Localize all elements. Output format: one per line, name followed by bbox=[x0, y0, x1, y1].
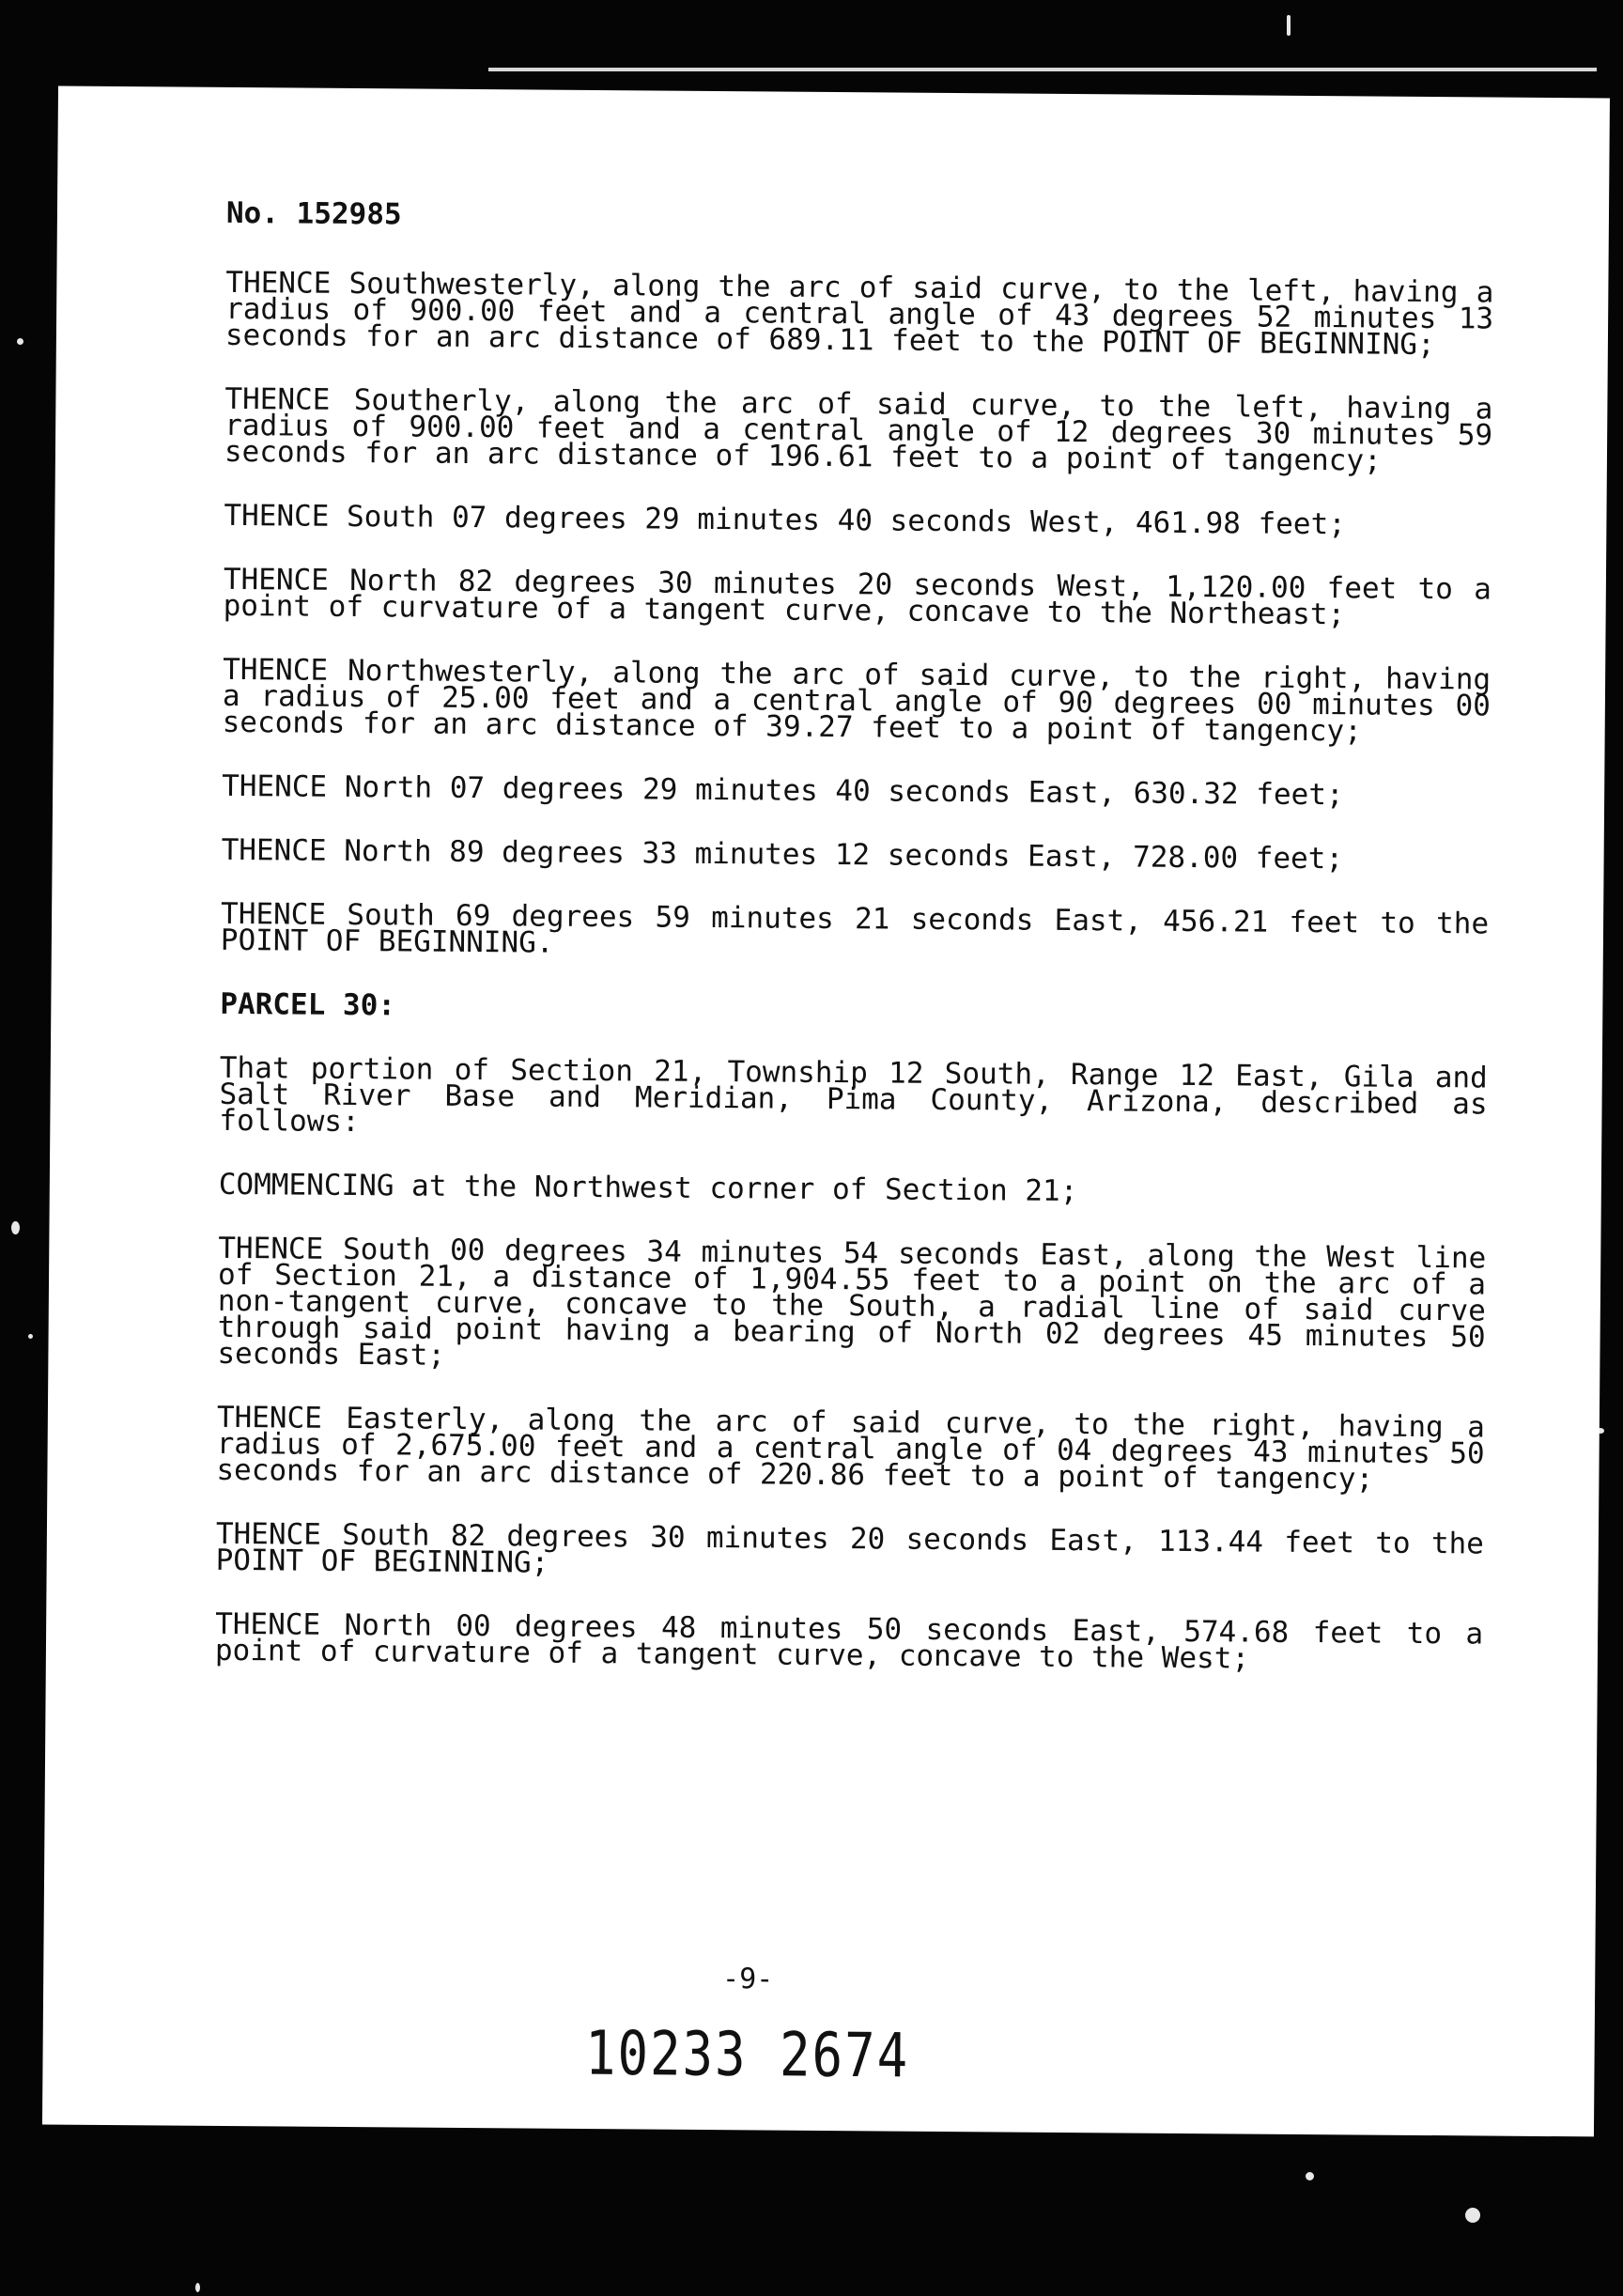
document-page bbox=[42, 86, 1610, 2137]
section-heading: PARCEL 30: bbox=[220, 986, 396, 1023]
scan-speck bbox=[1287, 15, 1291, 36]
paragraph: THENCE North 82 degrees 30 minutes 20 seconds West, 1,120.00 feet to a point of curvature of a tangent curve, concave to the Northeast; bbox=[223, 562, 1492, 632]
scan-speck bbox=[28, 1334, 33, 1339]
paragraph: THENCE South 69 degrees 59 minutes 21 seconds East, 456.21 feet to the POINT OF BEGINNING. bbox=[220, 896, 1490, 960]
scan-speck bbox=[17, 338, 23, 345]
paragraph: THENCE South 00 degrees 34 minutes 54 seconds East, along the West line of Section 21, a distance of 1,904.55 feet to a point on the arc of a non-tangent curve, concave to the South, a radial line of said curve through said point having a bearing of North 02 degrees 45 minutes 50 seconds East; bbox=[217, 1231, 1487, 1373]
paragraph: That portion of Section 21, Township 12 South, Range 12 East, Gila and Salt River Base and Meridian, Pima County, Arizona, described as follows: bbox=[219, 1050, 1488, 1140]
scan-speck bbox=[195, 2283, 200, 2292]
paragraph: THENCE North 89 degrees 33 minutes 12 seconds East, 728.00 feet; bbox=[221, 832, 1344, 877]
page-number: -9- bbox=[721, 1962, 774, 1996]
paragraph: THENCE South 82 degrees 30 minutes 20 seconds East, 113.44 feet to the POINT OF BEGINNING; bbox=[215, 1516, 1485, 1580]
paragraph: THENCE South 07 degrees 29 minutes 40 seconds West, 461.98 feet; bbox=[224, 498, 1347, 542]
paragraph: THENCE Southerly, along the arc of said curve, to the left, having a radius of 900.00 feet and a central angle of 12 degrees 30 minutes 59 seconds for an arc distance of 196.61 feet to a point of tangency; bbox=[224, 381, 1493, 478]
top-border-line bbox=[488, 68, 1597, 71]
document-number: No. 152985 bbox=[225, 195, 402, 232]
paragraph: COMMENCING at the Northwest corner of Section 21; bbox=[218, 1167, 1078, 1209]
paragraph: THENCE Easterly, along the arc of said curve, to the right, having a radius of 2,675.00 feet and a central angle of 04 degrees 43 minutes 50 seconds for an arc distance of 220.86 feet to a point of tangency; bbox=[216, 1400, 1485, 1497]
scan-speck bbox=[1465, 2208, 1480, 2223]
document-body bbox=[214, 195, 1495, 1712]
scan-speck bbox=[1306, 2172, 1314, 2180]
document-stamp-number: 10233 2674 bbox=[584, 2017, 910, 2091]
paragraph: THENCE North 07 degrees 29 minutes 40 seconds East, 630.32 feet; bbox=[222, 768, 1344, 813]
paragraph: THENCE North 00 degrees 48 minutes 50 seconds East, 574.68 feet to a point of curvature of a tangent curve, concave to the West; bbox=[214, 1606, 1484, 1676]
paragraph: THENCE Northwesterly, along the arc of said curve, to the right, having a radius of 25.00 feet and a central angle of 90 degrees 00 minutes 00 seconds for an arc distance of 39.27 feet to a point of tangency; bbox=[222, 652, 1492, 749]
scan-speck bbox=[11, 1221, 20, 1234]
paragraph: THENCE Southwesterly, along the arc of said curve, to the left, having a radius of 900.00 feet and a central angle of 43 degrees 52 minutes 13 seconds for an arc distance of 689.11 feet to the POINT OF BEGINNING; bbox=[224, 265, 1494, 363]
